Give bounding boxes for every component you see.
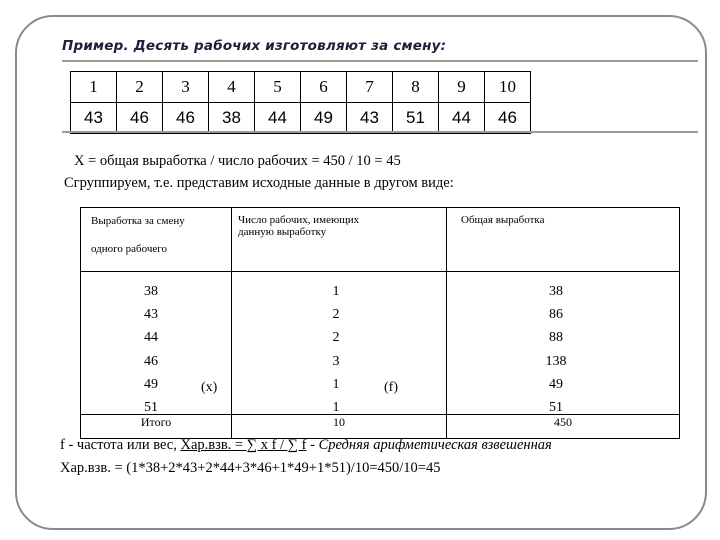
header-output-line2: одного рабочего [91, 243, 168, 255]
note-formula: Хар.взв. = ∑ x f / ∑ f [180, 437, 307, 453]
xf-value: 38 [549, 284, 563, 299]
worker-number-cell: 7 [347, 72, 393, 103]
header-output-line1: Выработка за смену [91, 215, 185, 227]
worker-number-cell: 10 [485, 72, 531, 103]
worker-output-cell: 46 [163, 103, 209, 134]
note-prefix: f - частота или вес, [60, 437, 181, 453]
slide-title: Пример. Десять рабочих изготовляют за смену: [62, 38, 447, 54]
worker-number-cell: 1 [71, 72, 117, 103]
worker-number-cell: 5 [255, 72, 301, 103]
header-output-per-worker [81, 208, 232, 272]
worker-output-row [71, 103, 531, 134]
worker-output-cell: 44 [255, 103, 301, 134]
f-value: 1 [332, 284, 340, 299]
x-tag: (x) [201, 380, 218, 395]
f-value: 1 [332, 376, 340, 392]
worker-output-cell: 46 [117, 103, 163, 134]
worker-number-cell: 3 [163, 72, 209, 103]
worker-number-row [71, 72, 531, 103]
xf-column [447, 272, 680, 415]
worker-output-cell: 46 [485, 103, 531, 134]
header-worker-count [232, 208, 447, 272]
f-values [333, 280, 340, 419]
grouped-header-row [81, 208, 680, 272]
mean-formula: X = общая выработка / число рабочих = 450 / 10 = 45 [74, 153, 401, 169]
x-values [144, 280, 158, 419]
header-count-line1: Число рабочих, имеющих [238, 214, 360, 226]
worker-output-cell: 49 [301, 103, 347, 134]
f-value: 1 [332, 400, 340, 416]
header-total-output: Общая выработка [447, 208, 680, 272]
worker-output-cell: 38 [209, 103, 255, 134]
worker-number-cell: 6 [301, 72, 347, 103]
f-value: 2 [332, 307, 340, 323]
f-tag: (f) [384, 380, 398, 395]
f-value: 2 [332, 330, 340, 346]
x-value: 44 [144, 330, 158, 346]
x-value: 38 [144, 284, 158, 299]
x-value: 43 [144, 307, 158, 323]
worker-number-cell: 9 [439, 72, 485, 103]
worker-number-cell: 8 [393, 72, 439, 103]
xf-value: 138 [545, 353, 567, 369]
worker-number-cell: 4 [209, 72, 255, 103]
xf-value: 51 [549, 400, 563, 416]
header-count-line2: данную выработку [238, 226, 327, 238]
x-value: 46 [144, 353, 158, 369]
total-xf: 450 [447, 415, 680, 439]
note-suffix: - Средняя арифметическая взвешенная [306, 437, 552, 453]
xf-value: 86 [549, 307, 563, 323]
f-value: 3 [332, 353, 340, 369]
worker-output-cell: 43 [347, 103, 393, 134]
total-f: 10 [232, 415, 447, 439]
x-column [81, 272, 232, 415]
grouped-body-row [81, 272, 680, 415]
worker-number-cell: 2 [117, 72, 163, 103]
workers-table [70, 71, 531, 134]
x-value: 49 [144, 376, 158, 392]
grouped-table [80, 207, 680, 439]
xf-values [546, 280, 567, 419]
xf-value: 88 [549, 330, 563, 346]
weighted-mean-note [60, 437, 552, 454]
x-value: 51 [144, 400, 158, 416]
f-column [232, 272, 447, 415]
divider-bottom [62, 131, 698, 133]
total-row [81, 415, 680, 439]
grouping-sentence: Сгруппируем, т.е. представим исходные данные в другом виде: [64, 175, 454, 191]
worker-output-cell: 51 [393, 103, 439, 134]
xf-value: 49 [549, 376, 563, 392]
weighted-mean-calculation: Хар.взв. = (1*38+2*43+2*44+3*46+1*49+1*51)/10=450/10=45 [60, 460, 441, 476]
total-label: Итого [81, 415, 232, 439]
worker-output-cell: 43 [71, 103, 117, 134]
worker-output-cell: 44 [439, 103, 485, 134]
divider-top [62, 60, 698, 62]
